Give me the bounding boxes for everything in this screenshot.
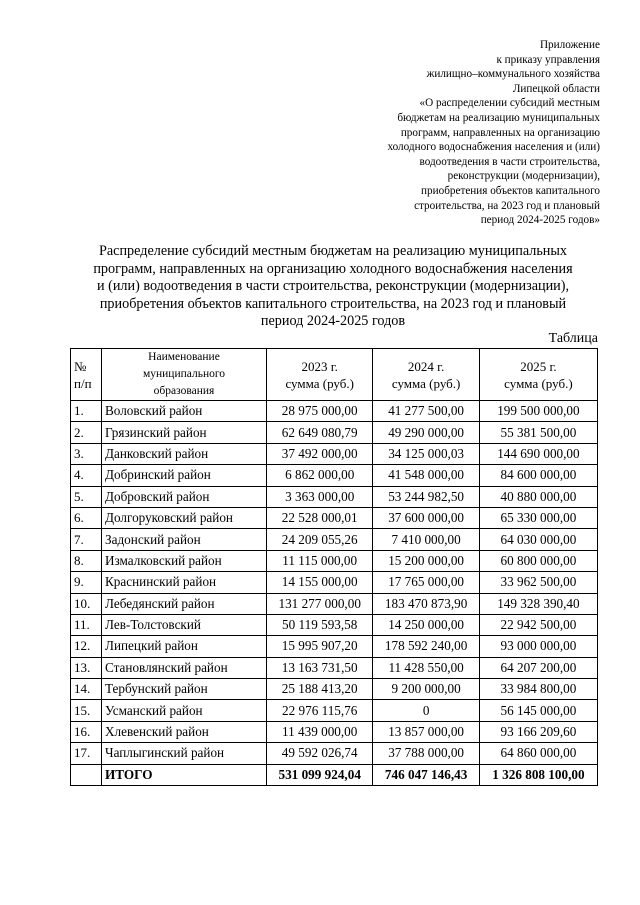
row-municipality: Грязинский район — [102, 422, 267, 443]
row-amount-2023: 50 119 593,58 — [267, 614, 373, 635]
header-num: № п/п — [71, 349, 102, 401]
row-municipality: Добровский район — [102, 486, 267, 507]
row-amount-2024: 53 244 982,50 — [373, 486, 479, 507]
row-amount-2023: 11 115 000,00 — [267, 550, 373, 571]
row-amount-2025: 33 984 800,00 — [479, 679, 597, 700]
row-amount-2025: 144 690 000,00 — [479, 443, 597, 464]
row-amount-2025: 84 600 000,00 — [479, 465, 597, 486]
row-number: 3. — [71, 443, 102, 464]
appendix-line: Приложение — [539, 39, 600, 51]
appendix-line: «О распределении субсидий местным — [419, 97, 600, 110]
row-municipality: Добринский район — [102, 465, 267, 486]
row-amount-2025: 64 030 000,00 — [479, 529, 597, 550]
appendix-line: бюджетам на реализацию муниципальных — [397, 111, 600, 124]
title-line: программ, направленных на организацию холодного водоснабжения населения — [93, 260, 573, 277]
row-municipality: Чаплыгинский район — [102, 743, 267, 764]
row-amount-2023: 24 209 055,26 — [267, 529, 373, 550]
row-amount-2023: 14 155 000,00 — [267, 572, 373, 593]
row-amount-2023: 25 188 413,20 — [267, 679, 373, 700]
row-amount-2024: 183 470 873,90 — [373, 593, 479, 614]
table-row — [71, 679, 598, 700]
row-amount-2023: 22 976 115,76 — [267, 700, 373, 721]
row-amount-2025: 149 328 390,40 — [479, 593, 597, 614]
row-municipality: Воловский район — [102, 401, 267, 422]
table-row — [71, 743, 598, 764]
row-number: 11. — [71, 614, 102, 635]
table-row — [71, 636, 598, 657]
table-row — [71, 443, 598, 464]
row-number: 4. — [71, 465, 102, 486]
row-amount-2025: 65 330 000,00 — [479, 507, 597, 528]
table-row — [71, 721, 598, 742]
row-number: 15. — [71, 700, 102, 721]
table-row — [71, 486, 598, 507]
row-municipality: Липецкий район — [102, 636, 267, 657]
row-amount-2025: 55 381 500,00 — [479, 422, 597, 443]
row-amount-2023: 28 975 000,00 — [267, 401, 373, 422]
row-municipality: Лебедянский район — [102, 593, 267, 614]
row-amount-2025: 56 145 000,00 — [479, 700, 597, 721]
table-header-row — [71, 349, 598, 401]
total-2023: 531 099 924,04 — [267, 764, 373, 785]
row-municipality: Тербунский район — [102, 679, 267, 700]
total-2025: 1 326 808 100,00 — [479, 764, 597, 785]
appendix-block — [320, 38, 600, 228]
row-amount-2024: 49 290 000,00 — [373, 422, 479, 443]
total-row — [71, 764, 598, 785]
row-number: 12. — [71, 636, 102, 657]
total-2024: 746 047 146,43 — [373, 764, 479, 785]
appendix-line: к приказу управления — [496, 53, 600, 66]
row-amount-2024: 13 857 000,00 — [373, 721, 479, 742]
row-amount-2024: 9 200 000,00 — [373, 679, 479, 700]
header-2025: 2025 г. сумма (руб.) — [479, 349, 597, 401]
subsidies-table — [70, 348, 598, 786]
header-name: Наименование муниципального образования — [102, 349, 267, 401]
row-municipality: Измалковский район — [102, 550, 267, 571]
row-amount-2024: 37 788 000,00 — [373, 743, 479, 764]
total-label: ИТОГО — [102, 764, 267, 785]
row-amount-2024: 37 600 000,00 — [373, 507, 479, 528]
row-municipality: Хлевенский район — [102, 721, 267, 742]
title-line: период 2024-2025 годов — [260, 313, 406, 330]
row-number: 6. — [71, 507, 102, 528]
row-amount-2024: 34 125 000,03 — [373, 443, 479, 464]
row-municipality: Лев-Толстовский — [102, 614, 267, 635]
row-amount-2025: 40 880 000,00 — [479, 486, 597, 507]
appendix-line: жилищно–коммунального хозяйства — [426, 68, 600, 81]
row-amount-2025: 22 942 500,00 — [479, 614, 597, 635]
row-amount-2023: 13 163 731,50 — [267, 657, 373, 678]
row-municipality: Данковский район — [102, 443, 267, 464]
appendix-line: период 2024-2025 годов» — [480, 214, 600, 227]
table-row — [71, 700, 598, 721]
row-amount-2024: 0 — [373, 700, 479, 721]
row-number: 8. — [71, 550, 102, 571]
row-municipality: Долгоруковский район — [102, 507, 267, 528]
row-amount-2024: 178 592 240,00 — [373, 636, 479, 657]
table-label: Таблица — [548, 331, 598, 346]
row-number: 9. — [71, 572, 102, 593]
row-amount-2023: 62 649 080,79 — [267, 422, 373, 443]
row-amount-2025: 64 860 000,00 — [479, 743, 597, 764]
row-amount-2023: 6 862 000,00 — [267, 465, 373, 486]
table-row — [71, 465, 598, 486]
appendix-line: приобретения объектов капитального — [421, 184, 600, 197]
appendix-line: водоотведения в части строительства, — [419, 155, 600, 168]
document-title — [68, 243, 598, 331]
row-number: 7. — [71, 529, 102, 550]
row-number: 17. — [71, 743, 102, 764]
table-row — [71, 593, 598, 614]
appendix-line: программ, направленных на организацию — [400, 126, 600, 139]
row-amount-2024: 17 765 000,00 — [373, 572, 479, 593]
appendix-line: строительства, на 2023 год и плановый — [414, 199, 600, 212]
row-number: 16. — [71, 721, 102, 742]
row-amount-2024: 15 200 000,00 — [373, 550, 479, 571]
row-number: 5. — [71, 486, 102, 507]
appendix-line: холодного водоснабжения населения и (или) — [387, 141, 600, 154]
table-row — [71, 657, 598, 678]
row-amount-2025: 64 207 200,00 — [479, 657, 597, 678]
row-municipality: Краснинский район — [102, 572, 267, 593]
table-row — [71, 550, 598, 571]
row-amount-2024: 41 548 000,00 — [373, 465, 479, 486]
row-amount-2023: 49 592 026,74 — [267, 743, 373, 764]
row-amount-2025: 33 962 500,00 — [479, 572, 597, 593]
table-body — [71, 401, 598, 786]
row-amount-2023: 37 492 000,00 — [267, 443, 373, 464]
table-row — [71, 422, 598, 443]
row-amount-2024: 11 428 550,00 — [373, 657, 479, 678]
row-number: 10. — [71, 593, 102, 614]
title-line: и (или) водоотведения в части строительства, реконструкции (модернизации), — [96, 278, 570, 295]
row-amount-2025: 199 500 000,00 — [479, 401, 597, 422]
table-row — [71, 614, 598, 635]
appendix-line: Липецкой области — [512, 82, 600, 95]
row-number: 13. — [71, 657, 102, 678]
table-row — [71, 401, 598, 422]
title-line: Распределение субсидий местным бюджетам на реализацию муниципальных — [98, 243, 568, 259]
row-amount-2023: 11 439 000,00 — [267, 721, 373, 742]
row-amount-2025: 60 800 000,00 — [479, 550, 597, 571]
row-number: 2. — [71, 422, 102, 443]
row-municipality: Становлянский район — [102, 657, 267, 678]
row-number: 1. — [71, 401, 102, 422]
row-amount-2024: 14 250 000,00 — [373, 614, 479, 635]
row-amount-2023: 3 363 000,00 — [267, 486, 373, 507]
row-amount-2025: 93 166 209,60 — [479, 721, 597, 742]
row-amount-2024: 41 277 500,00 — [373, 401, 479, 422]
appendix-line: реконструкции (модернизации), — [447, 170, 600, 183]
row-amount-2024: 7 410 000,00 — [373, 529, 479, 550]
total-empty-cell — [71, 764, 102, 785]
row-municipality: Усманский район — [102, 700, 267, 721]
title-line: приобретения объектов капитального строительства, на 2023 год и плановый — [99, 295, 567, 312]
header-2023: 2023 г. сумма (руб.) — [267, 349, 373, 401]
table-row — [71, 529, 598, 550]
row-amount-2023: 15 995 907,20 — [267, 636, 373, 657]
row-municipality: Задонский район — [102, 529, 267, 550]
header-2024: 2024 г. сумма (руб.) — [373, 349, 479, 401]
row-amount-2025: 93 000 000,00 — [479, 636, 597, 657]
row-amount-2023: 131 277 000,00 — [267, 593, 373, 614]
row-number: 14. — [71, 679, 102, 700]
table-row — [71, 572, 598, 593]
row-amount-2023: 22 528 000,01 — [267, 507, 373, 528]
table-row — [71, 507, 598, 528]
